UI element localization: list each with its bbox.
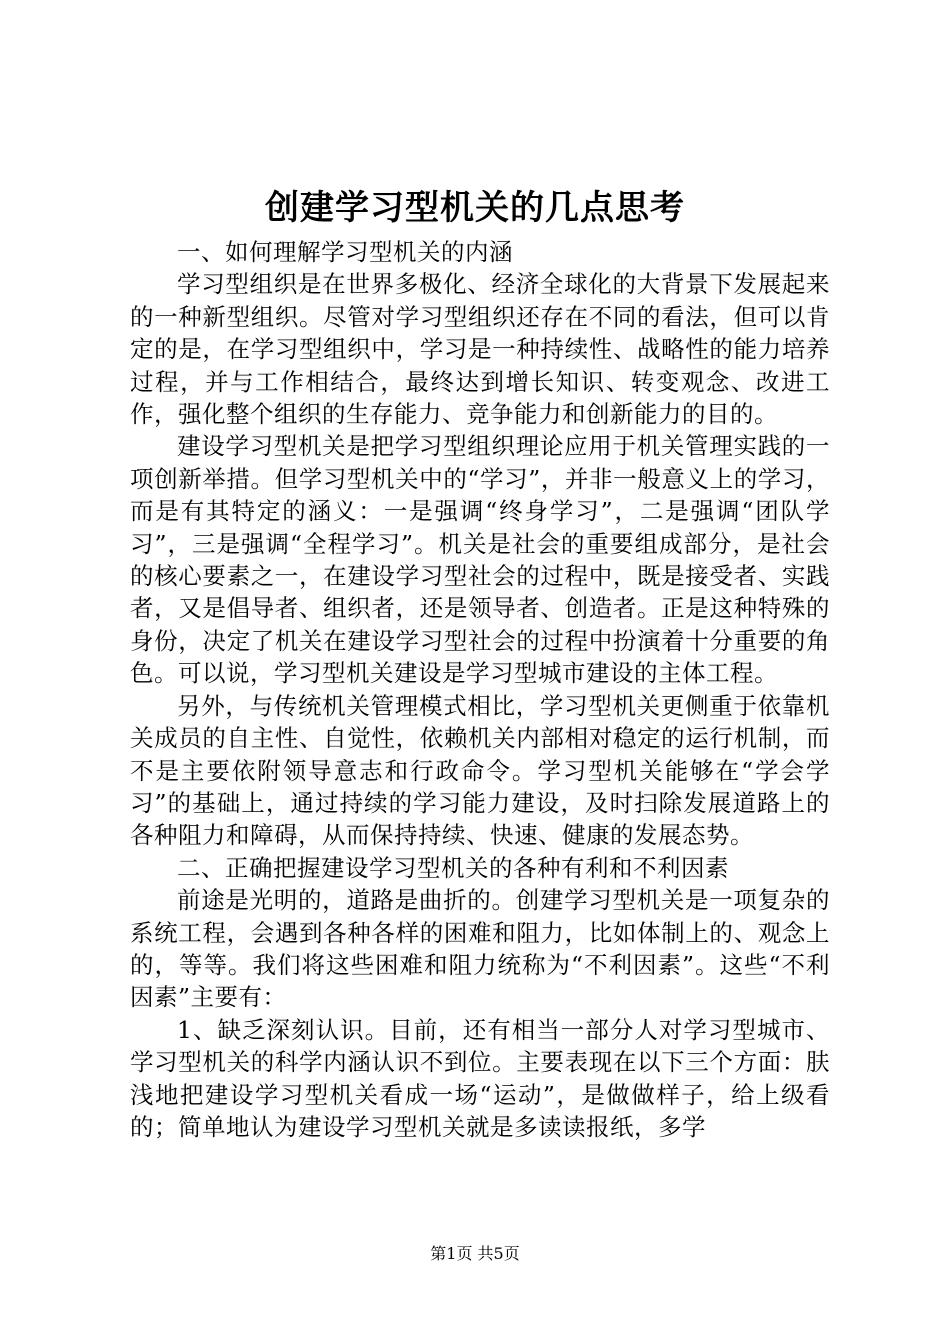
section-heading-1: 一、如何理解学习型机关的内涵 (177, 238, 513, 266)
paragraph-5: 1、缺乏深刻认识。目前，还有相当一部分人对学习型城市、学习型机关的科学内涵认识不到位。主要表现在以下三个方面：肤浅地把建设学习型机关看成一场“运动”，是做做样子，给上级看的；简单地认为建设学习型机关就是多读读报纸，多学 (130, 1015, 830, 1141)
paragraph-3: 另外，与传统机关管理模式相比，学习型机关更侧重于依靠机关成员的自主性、自觉性，依赖机关内部相对稳定的运行机制，而不是主要依附领导意志和行政命令。学习型机关能够在“学会学习”的基础上，通过持续的学习能力建设，及时扫除发展道路上的各种阻力和障碍，从而保持持续、快速、健康的发展态势。 (130, 691, 830, 850)
document-body (130, 236, 830, 1143)
section-heading-2: 二、正确把握建设学习型机关的各种有利和不利因素 (177, 853, 729, 882)
document-title: 创建学习型机关的几点思考 (265, 188, 685, 228)
page-footer: 第1页 共5页 (430, 1244, 520, 1263)
paragraph-4: 前途是光明的，道路是曲折的。创建学习型机关是一项复杂的系统工程，会遇到各种各样的困难和阻力，比如体制上的、观念上的，等等。我们将这些困难和阻力统称为“不利因素”。这些“不利因素”主要有： (130, 886, 830, 1012)
paragraph-2: 建设学习型机关是把学习型组织理论应用于机关管理实践的一项创新举措。但学习型机关中的“学习”，并非一般意义上的学习，而是有其特定的涵义：一是强调“终身学习”，二是强调“团队学习”，三是强调“全程学习”。机关是社会的重要组成部分，是社会的核心要素之一，在建设学习型社会的过程中，既是接受者、实践者，又是倡导者、组织者，还是领导者、创造者。正是这种特殊的身份，决定了机关在建设学习型社会的过程中扮演着十分重要的角色。可以说，学习型机关建设是学习型城市建设的主体工程。 (130, 432, 830, 688)
paragraph-1: 学习型组织是在世界多极化、经济全球化的大背景下发展起来的一种新型组织。尽管对学习型组织还存在不同的看法，但可以肯定的是，在学习型组织中，学习是一种持续性、战略性的能力培养过程，并与工作相结合，最终达到增长知识、转变观念、改进工作，强化整个组织的生存能力、竞争能力和创新能力的目的。 (130, 270, 830, 429)
